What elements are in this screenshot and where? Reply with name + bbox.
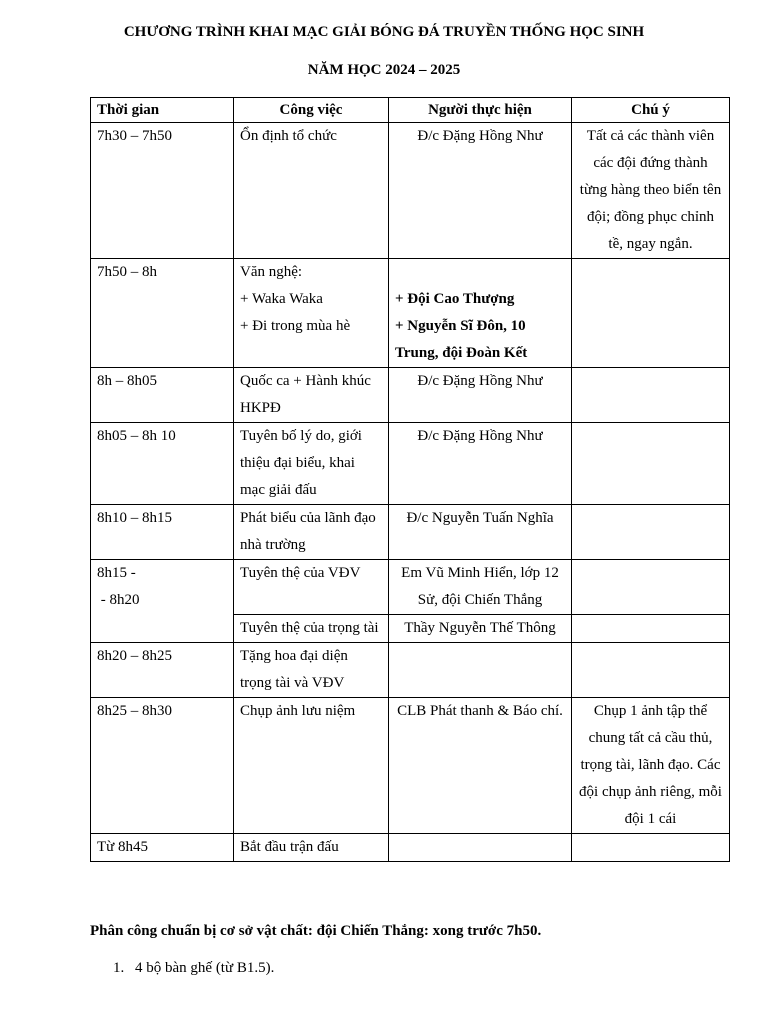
- table-row: [91, 368, 730, 423]
- list-item: [113, 958, 274, 978]
- table-row: [91, 834, 730, 862]
- table-row: [91, 643, 730, 698]
- note-cell: [572, 615, 730, 643]
- list-item-number: 1.: [113, 960, 125, 976]
- task-line: Tặng hoa đại diện: [240, 648, 348, 664]
- person-cell: Đ/c Đặng Hồng Như: [389, 123, 572, 259]
- assignment-heading: Phân công chuẩn bị cơ sở vật chất: đội Chiến Thắng: xong trước 7h50.: [90, 923, 542, 939]
- schedule-table: [90, 97, 730, 862]
- table-row: [91, 560, 730, 615]
- table-row: [91, 505, 730, 560]
- header-time: Thời gian: [91, 98, 234, 123]
- document-subtitle: NĂM HỌC 2024 – 2025: [307, 62, 461, 78]
- table-header-row: [91, 98, 730, 123]
- note-line: chung tất cả cầu thủ,: [588, 730, 713, 746]
- person-cell: Đ/c Đặng Hồng Như: [389, 368, 572, 423]
- task-cell: Chụp ảnh lưu niệm: [234, 698, 389, 834]
- document-title: CHƯƠNG TRÌNH KHAI MẠC GIẢI BÓNG ĐÁ TRUYỀN THỐNG HỌC SINH: [123, 24, 645, 40]
- note-line: từng hàng theo biển tên: [579, 182, 722, 198]
- header-note: Chú ý: [572, 98, 730, 123]
- note-cell: [572, 368, 730, 423]
- note-line: trọng tài, lãnh đạo. Các: [580, 757, 721, 773]
- table-row: [91, 259, 730, 368]
- task-cell: Ổn định tổ chức: [234, 123, 389, 259]
- time-cell: 7h30 – 7h50: [91, 123, 234, 259]
- task-cell: [234, 423, 389, 505]
- person-cell: [389, 560, 572, 615]
- note-cell: [572, 259, 730, 368]
- task-cell: [234, 505, 389, 560]
- time-cell: 8h20 – 8h25: [91, 643, 234, 698]
- note-cell: [572, 560, 730, 615]
- task-line: HKPĐ: [240, 400, 281, 416]
- task-line: mạc giải đấu: [240, 482, 317, 498]
- task-cell: Tuyên thệ của trọng tài: [234, 615, 389, 643]
- note-line: đội chụp ảnh riêng, mỗi: [579, 784, 722, 800]
- task-line: + Đi trong mùa hè: [240, 318, 351, 334]
- table-row: [91, 698, 730, 834]
- person-cell: CLB Phát thanh & Báo chí.: [389, 698, 572, 834]
- note-cell: [572, 423, 730, 505]
- table-row: [91, 123, 730, 259]
- note-line: Chụp 1 ảnh tập thể: [593, 703, 708, 719]
- task-cell: [234, 368, 389, 423]
- header-task: Công việc: [234, 98, 389, 123]
- task-cell: [234, 643, 389, 698]
- time-line: 8h15 -: [97, 565, 136, 581]
- time-line: - 8h20: [97, 592, 140, 608]
- task-line: trọng tài và VĐV: [240, 675, 345, 691]
- task-cell: Bắt đầu trận đấu: [234, 834, 389, 862]
- task-line: thiệu đại biểu, khai: [240, 455, 355, 471]
- note-cell: [572, 834, 730, 862]
- person-cell: [389, 259, 572, 368]
- task-line: Tuyên bố lý do, giới: [240, 428, 362, 444]
- time-cell: 8h05 – 8h 10: [91, 423, 234, 505]
- task-line: Văn nghệ:: [240, 264, 303, 280]
- person-cell: [389, 643, 572, 698]
- task-line: + Waka Waka: [240, 291, 323, 307]
- list-item-text: 4 bộ bàn ghế (từ B1.5).: [135, 960, 275, 976]
- time-cell: [91, 560, 234, 643]
- numbered-list: [113, 958, 274, 978]
- task-line: Phát biểu của lãnh đạo: [240, 510, 376, 526]
- note-line: tề, ngay ngắn.: [608, 236, 693, 252]
- person-cell: Đ/c Đặng Hồng Như: [389, 423, 572, 505]
- header-person: Người thực hiện: [389, 98, 572, 123]
- task-line: Quốc ca + Hành khúc: [240, 373, 371, 389]
- time-cell: 7h50 – 8h: [91, 259, 234, 368]
- time-cell: 8h25 – 8h30: [91, 698, 234, 834]
- note-cell: [572, 643, 730, 698]
- person-line: + Nguyễn Sĩ Đôn, 10: [395, 318, 526, 334]
- time-cell: 8h – 8h05: [91, 368, 234, 423]
- person-line: Em Vũ Minh Hiển, lớp 12: [401, 565, 559, 581]
- task-line: nhà trường: [240, 537, 306, 553]
- note-cell: [572, 505, 730, 560]
- note-line: Tất cả các thành viên: [586, 128, 715, 144]
- time-cell: 8h10 – 8h15: [91, 505, 234, 560]
- note-cell: [572, 698, 730, 834]
- person-line: Sử, đội Chiến Thắng: [417, 592, 543, 608]
- time-cell: Từ 8h45: [91, 834, 234, 862]
- note-line: đội; đồng phục chỉnh: [586, 209, 715, 225]
- note-cell: [572, 123, 730, 259]
- note-line: các đội đứng thành: [593, 155, 708, 171]
- person-cell: Thầy Nguyễn Thế Thông: [389, 615, 572, 643]
- person-cell: [389, 834, 572, 862]
- person-line: Trung, đội Đoàn Kết: [395, 345, 528, 361]
- task-cell: [234, 259, 389, 368]
- person-line: + Đội Cao Thượng: [395, 291, 515, 307]
- person-cell: Đ/c Nguyễn Tuấn Nghĩa: [389, 505, 572, 560]
- table-row: [91, 423, 730, 505]
- task-cell: Tuyên thệ của VĐV: [234, 560, 389, 615]
- note-line: đội 1 cái: [624, 811, 677, 827]
